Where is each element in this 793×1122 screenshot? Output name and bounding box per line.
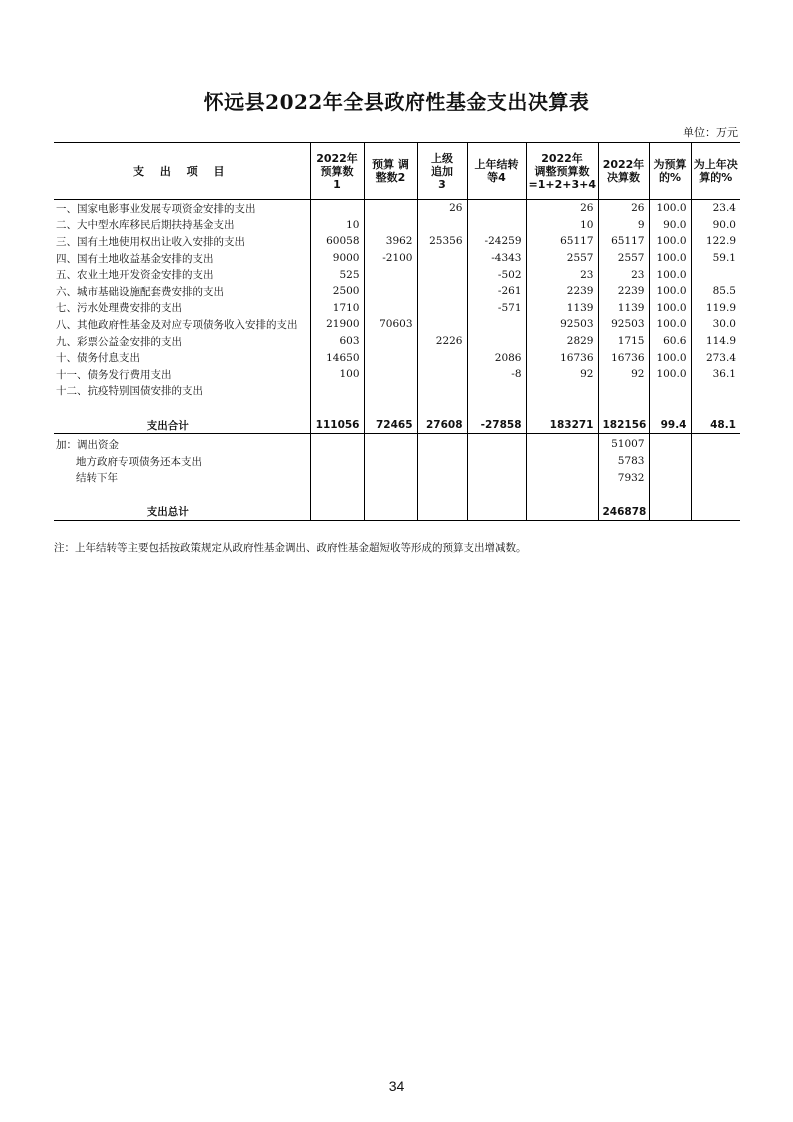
row-label: 四、国有土地收益基金安排的支出 (56, 252, 214, 265)
cell-value (691, 383, 740, 400)
cell-value (467, 399, 526, 417)
cell-value (310, 383, 364, 400)
cell-value: 90.0 (649, 217, 691, 234)
table-row (54, 349, 740, 366)
expenditure-table (54, 142, 740, 521)
column-header-line: 追加 (431, 164, 453, 178)
cell-value (417, 383, 467, 400)
cell-value (691, 453, 740, 470)
table-row (54, 366, 740, 383)
cell-value: 27608 (417, 417, 467, 434)
cell-value: 525 (310, 266, 364, 283)
row-label: 十二、抗疫特别国债安排的支出 (56, 385, 203, 398)
column-header-line: 3 (438, 177, 446, 191)
column-header-line: 2022年 (541, 151, 583, 165)
cell-value: -571 (467, 300, 526, 317)
column-header-line: 1 (333, 177, 341, 191)
cell-value: 92 (598, 366, 649, 383)
row-label: 十一、债务发行费用支出 (56, 368, 172, 381)
column-header-line: =1+2+3+4 (528, 177, 596, 191)
cell-value: 30.0 (691, 316, 740, 333)
footnote: 注：上年结转等主要包括按政策规定从政府性基金调出、政府性基金超短收等形成的预算支出增减数。 (54, 542, 527, 554)
cell-value (417, 349, 467, 366)
cell-value (467, 383, 526, 400)
cell-value: 2557 (598, 250, 649, 267)
cell-value (417, 434, 467, 453)
cell-value: 23 (526, 266, 598, 283)
cell-value (526, 434, 598, 453)
cell-value: 10 (526, 217, 598, 234)
row-label: 结转下年 (76, 472, 118, 485)
spacer-row (54, 399, 740, 417)
cell-value (364, 266, 417, 283)
cell-value: 65117 (598, 233, 649, 250)
column-header-line: 上年结转 (474, 158, 519, 171)
spacer-row (54, 486, 740, 504)
cell-value: 36.1 (691, 366, 740, 383)
table-row (54, 266, 740, 283)
column-header (417, 143, 467, 200)
cell-value: 10 (310, 217, 364, 234)
cell-value (417, 250, 467, 267)
cell-value (310, 200, 364, 217)
cell-value: 2239 (526, 283, 598, 300)
table-row (54, 250, 740, 267)
column-header-line: 调整预算数 (534, 164, 590, 178)
cell-value: 2500 (310, 283, 364, 300)
cell-value: 119.9 (691, 300, 740, 317)
cell-value (649, 469, 691, 486)
column-header-line: 2022年 (316, 151, 358, 165)
cell-value: 70603 (364, 316, 417, 333)
cell-value (691, 504, 740, 521)
cell-value: 100.0 (649, 200, 691, 217)
cell-value: 26 (598, 200, 649, 217)
cell-value (364, 333, 417, 350)
cell-value (649, 453, 691, 470)
cell-value (691, 399, 740, 417)
cell-value: 23 (598, 266, 649, 283)
cell-value (364, 504, 417, 521)
cell-value: 1715 (598, 333, 649, 350)
cell-value: 9000 (310, 250, 364, 267)
cell-value: 14650 (310, 349, 364, 366)
column-header-line: 等4 (487, 171, 506, 184)
extra-row (54, 469, 740, 486)
row-label: 九、彩票公益金安排的支出 (56, 335, 182, 348)
cell-value: 9 (598, 217, 649, 234)
cell-value (467, 200, 526, 217)
cell-value (467, 486, 526, 504)
cell-value (467, 504, 526, 521)
row-label: 地方政府专项债务还本支出 (76, 455, 202, 468)
cell-value: 85.5 (691, 283, 740, 300)
cell-value (526, 453, 598, 470)
cell-value: -502 (467, 266, 526, 283)
cell-value: 182156 (598, 417, 649, 434)
cell-value (467, 453, 526, 470)
cell-value: 65117 (526, 233, 598, 250)
cell-value (467, 434, 526, 453)
row-label: 七、污水处理费安排的支出 (56, 302, 182, 315)
table-row (54, 316, 740, 333)
column-header (54, 143, 310, 200)
cell-value: 100.0 (649, 283, 691, 300)
cell-value: 100.0 (649, 300, 691, 317)
table-row (54, 333, 740, 350)
cell-value: 1139 (598, 300, 649, 317)
column-header (364, 143, 417, 200)
cell-value (364, 283, 417, 300)
cell-value: 1710 (310, 300, 364, 317)
column-header-line: 决算数 (607, 171, 640, 184)
table-row (54, 217, 740, 234)
page-number: 34 (388, 1078, 405, 1094)
column-header-line: 为预算 (653, 158, 687, 171)
cell-value: 60.6 (649, 333, 691, 350)
cell-value: 3962 (364, 233, 417, 250)
table-row (54, 200, 740, 217)
column-header (467, 143, 526, 200)
cell-value: 100.0 (649, 316, 691, 333)
cell-value: 23.4 (691, 200, 740, 217)
cell-value: -2100 (364, 250, 417, 267)
cell-value: 2557 (526, 250, 598, 267)
cell-value: -4343 (467, 250, 526, 267)
row-label: 十、债务付息支出 (56, 352, 140, 365)
cell-value: 183271 (526, 417, 598, 434)
cell-value (467, 469, 526, 486)
cell-value (649, 504, 691, 521)
cell-value (649, 383, 691, 400)
cell-value: -24259 (467, 233, 526, 250)
cell-value: -261 (467, 283, 526, 300)
cell-value (467, 316, 526, 333)
column-header-line: 算的% (699, 171, 733, 184)
cell-value: 2829 (526, 333, 598, 350)
cell-value: 2086 (467, 349, 526, 366)
cell-value: 99.4 (649, 417, 691, 434)
cell-value (417, 266, 467, 283)
cell-value (364, 399, 417, 417)
column-header-line: 预算数 (320, 164, 354, 178)
cell-value (417, 453, 467, 470)
cell-value (417, 283, 467, 300)
cell-value: 100.0 (649, 250, 691, 267)
cell-value (691, 469, 740, 486)
cell-value: 2239 (598, 283, 649, 300)
cell-value: 246878 (598, 504, 649, 521)
cell-value: 21900 (310, 316, 364, 333)
cell-value: -27858 (467, 417, 526, 434)
cell-value: 273.4 (691, 349, 740, 366)
cell-value (526, 383, 598, 400)
cell-value (364, 383, 417, 400)
cell-value (649, 486, 691, 504)
column-header-line: 上级 (431, 151, 453, 165)
row-label: 支出总计 (54, 504, 310, 521)
unit-label: 单位：万元 (683, 126, 738, 139)
cell-value: 72465 (364, 417, 417, 434)
cell-value: 7932 (598, 469, 649, 486)
table-row (54, 283, 740, 300)
cell-value (467, 333, 526, 350)
row-label: 八、其他政府性基金及对应专项债务收入安排的支出 (56, 318, 298, 331)
row-label: 一、国家电影事业发展专项资金安排的支出 (56, 202, 256, 215)
cell-value (310, 486, 364, 504)
cell-value: 90.0 (691, 217, 740, 234)
grand-total-row (54, 504, 740, 521)
cell-value (526, 469, 598, 486)
cell-value: 122.9 (691, 233, 740, 250)
cell-value: -8 (467, 366, 526, 383)
cell-value (417, 469, 467, 486)
cell-value: 100.0 (649, 233, 691, 250)
cell-value: 48.1 (691, 417, 740, 434)
table-row (54, 383, 740, 400)
cell-value: 92 (526, 366, 598, 383)
cell-value (598, 486, 649, 504)
cell-value: 1139 (526, 300, 598, 317)
cell-value: 5783 (598, 453, 649, 470)
cell-value (364, 434, 417, 453)
column-header-line: 2022年 (602, 158, 645, 171)
column-header-line: 预算 调 (372, 158, 409, 171)
row-label: 三、国有土地使用权出让收入安排的支出 (56, 235, 245, 248)
column-header-line: 为上年决 (693, 158, 738, 171)
column-header (598, 143, 649, 200)
cell-value: 111056 (310, 417, 364, 434)
page-title: 怀远县2022年全县政府性基金支出决算表 (203, 90, 590, 114)
cell-value: 2226 (417, 333, 467, 350)
table-row (54, 300, 740, 317)
cell-value: 114.9 (691, 333, 740, 350)
cell-value: 92503 (598, 316, 649, 333)
cell-value (691, 486, 740, 504)
cell-value: 100 (310, 366, 364, 383)
cell-value: 603 (310, 333, 364, 350)
cell-value: 100.0 (649, 366, 691, 383)
column-header-line: 整数2 (375, 171, 406, 184)
cell-value (417, 300, 467, 317)
cell-value (417, 486, 467, 504)
cell-value (526, 399, 598, 417)
cell-value: 16736 (526, 349, 598, 366)
row-label: 加：调出资金 (56, 438, 119, 451)
column-header (649, 143, 691, 200)
cell-value (364, 486, 417, 504)
row-label: 六、城市基础设施配套费安排的支出 (56, 285, 224, 298)
cell-value (691, 434, 740, 453)
column-header-line: 的% (658, 171, 682, 184)
cell-value (467, 217, 526, 234)
table-body (54, 200, 740, 521)
cell-value (310, 469, 364, 486)
table-row (54, 233, 740, 250)
cell-value: 25356 (417, 233, 467, 250)
row-label: 五、农业土地开发资金安排的支出 (56, 269, 214, 282)
cell-value (364, 453, 417, 470)
cell-value: 100.0 (649, 266, 691, 283)
cell-value: 16736 (598, 349, 649, 366)
cell-value (364, 366, 417, 383)
cell-value (598, 399, 649, 417)
cell-value (417, 399, 467, 417)
cell-value (526, 504, 598, 521)
column-header-line: 支 出 项 目 (133, 164, 231, 178)
cell-value (417, 217, 467, 234)
row-label: 支出合计 (54, 417, 310, 434)
cell-value: 26 (526, 200, 598, 217)
cell-value (364, 217, 417, 234)
cell-value (649, 434, 691, 453)
cell-value (310, 434, 364, 453)
column-header (526, 143, 598, 200)
row-label: 二、大中型水库移民后期扶持基金支出 (56, 219, 235, 232)
cell-value (364, 469, 417, 486)
cell-value (310, 504, 364, 521)
cell-value (417, 504, 467, 521)
column-header (310, 143, 364, 200)
cell-value: 92503 (526, 316, 598, 333)
cell-value (649, 399, 691, 417)
cell-value (310, 453, 364, 470)
extra-row (54, 453, 740, 470)
cell-value (691, 266, 740, 283)
total-row (54, 417, 740, 434)
cell-value: 100.0 (649, 349, 691, 366)
cell-value (526, 486, 598, 504)
cell-value (417, 366, 467, 383)
row-label (54, 399, 310, 417)
cell-value (364, 300, 417, 317)
cell-value: 60058 (310, 233, 364, 250)
cell-value (417, 316, 467, 333)
cell-value (364, 349, 417, 366)
cell-value: 26 (417, 200, 467, 217)
column-header (691, 143, 740, 200)
cell-value: 51007 (598, 434, 649, 453)
table-header-row (54, 143, 740, 200)
extra-row (54, 434, 740, 453)
cell-value (364, 200, 417, 217)
row-label (54, 486, 310, 504)
cell-value: 59.1 (691, 250, 740, 267)
cell-value (598, 383, 649, 400)
cell-value (310, 399, 364, 417)
